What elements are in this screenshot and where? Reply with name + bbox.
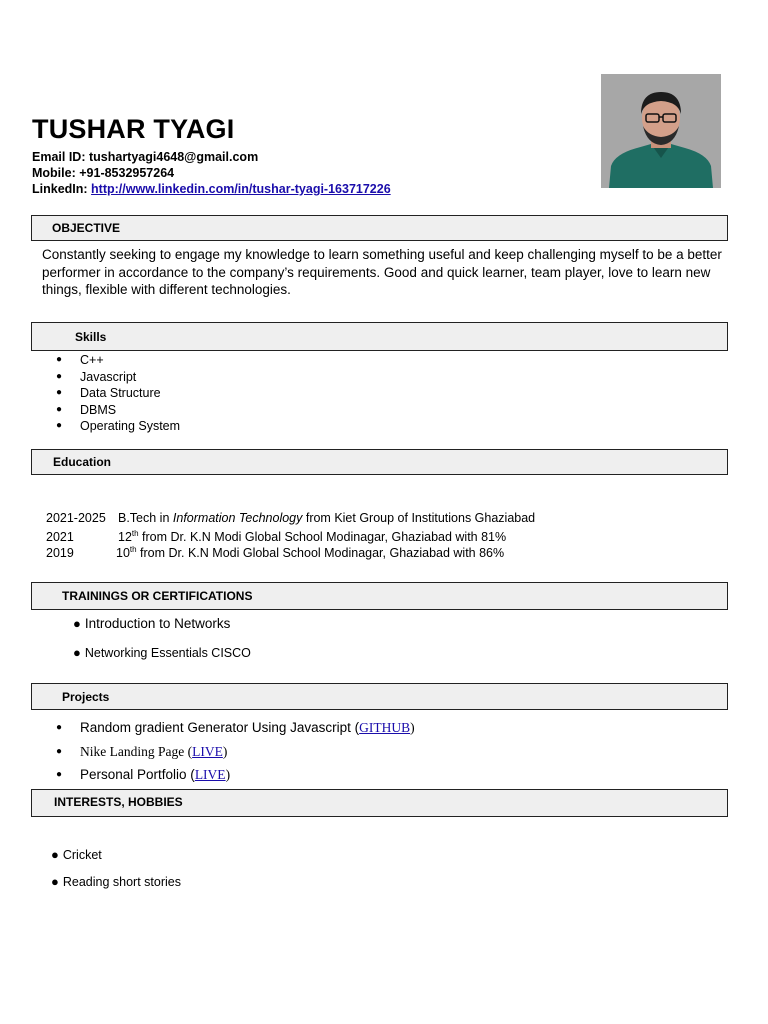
email-label: Email ID: (32, 150, 86, 164)
mobile-label: Mobile: (32, 166, 76, 180)
candidate-name: TUSHAR TYAGI (32, 114, 235, 144)
list-item: ● Cricket (51, 847, 102, 862)
live-link[interactable]: LIVE (194, 767, 226, 782)
live-link[interactable]: LIVE (192, 743, 223, 759)
list-item: ● Personal Portfolio (LIVE) (56, 763, 415, 787)
education-year: 2021-2025 (46, 511, 106, 525)
education-row: 2019 10th from Dr. K.N Modi Global School Modinagar, Ghaziabad with 86% (46, 545, 505, 561)
skills-list (56, 352, 180, 435)
person-icon (601, 74, 721, 188)
github-link[interactable]: GITHUB (359, 720, 411, 735)
section-skills: Skills (31, 322, 728, 351)
list-item: ● Javascript (56, 369, 180, 386)
section-projects: Projects (31, 683, 728, 710)
bullet-icon: ● (73, 645, 81, 660)
objective-text: Constantly seeking to engage my knowledge to learn something useful and keep challenging myself to be a better performer in accordance to the company’s requirements. Good and quick learner, team player, love to learn new things, flexible with different technologies. (42, 247, 722, 297)
list-item: ● Reading short stories (51, 874, 181, 889)
bullet-icon: ● (51, 874, 59, 889)
email-line (32, 149, 258, 165)
linkedin-line (32, 181, 391, 197)
list-item: ● Introduction to Networks (73, 616, 231, 631)
list-item: ● Networking Essentials CISCO (73, 645, 251, 660)
education-year: 2021 (46, 530, 74, 545)
mobile-value: +91-8532957264 (79, 166, 175, 180)
list-item: ● C++ (56, 352, 180, 369)
section-education: Education (31, 449, 728, 475)
projects-list (56, 716, 415, 787)
list-item: ● Data Structure (56, 385, 180, 402)
list-item: ● Nike Landing Page (LIVE) (56, 740, 415, 764)
education-year: 2019 (46, 546, 74, 561)
profile-photo (601, 74, 721, 188)
email-value[interactable]: tushartyagi4648@gmail.com (88, 150, 259, 164)
list-item: ● Random gradient Generator Using Javascript (GITHUB) (56, 716, 415, 740)
linkedin-label: LinkedIn: (32, 182, 88, 196)
section-interests: INTERESTS, HOBBIES (31, 789, 728, 817)
linkedin-link[interactable]: http://www.linkedin.com/in/tushar-tyagi-163717226 (91, 182, 391, 196)
bullet-icon: ● (73, 616, 81, 631)
education-row: 2021 12th from Dr. K.N Modi Global School Modinagar, Ghaziabad with 81% (46, 529, 507, 545)
section-objective: OBJECTIVE (31, 215, 728, 241)
list-item: ● Operating System (56, 418, 180, 435)
mobile-line (32, 165, 174, 181)
list-item: ● DBMS (56, 402, 180, 419)
education-row: 2021-2025 B.Tech in Information Technology from Kiet Group of Institutions Ghaziabad (46, 511, 536, 525)
section-trainings: TRAININGS OR CERTIFICATIONS (31, 582, 728, 610)
bullet-icon: ● (51, 847, 59, 862)
